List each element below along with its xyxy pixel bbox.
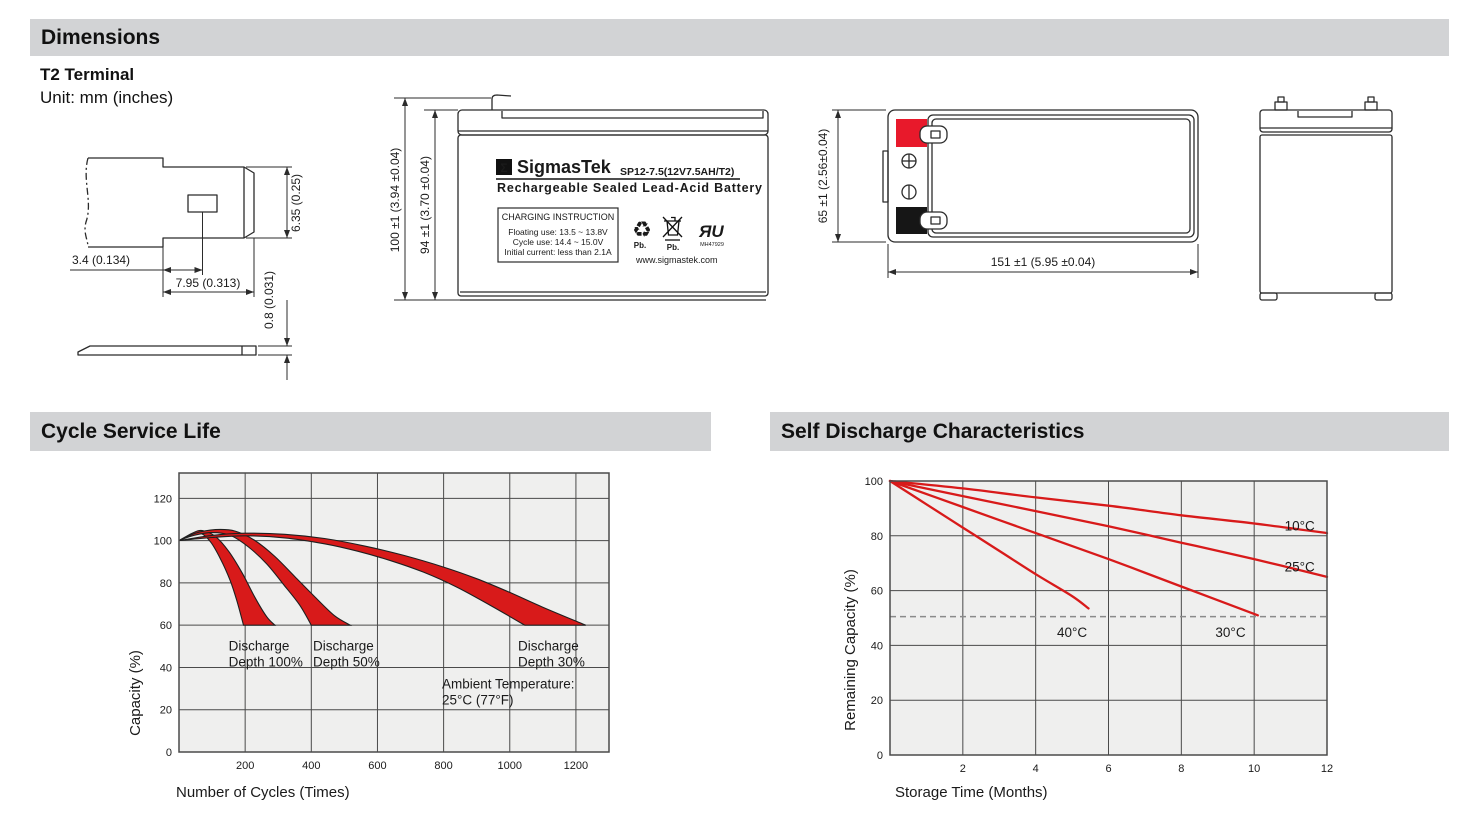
model-number: SP12-7.5(12V7.5AH/T2) [620,166,735,178]
annotation: 10°C [1284,518,1315,534]
website-text: www.sigmastek.com [636,255,718,265]
recycle-icon: ♻ [632,217,652,242]
section-title: Self Discharge Characteristics [781,419,1085,443]
charging-line-cycle: Cycle use: 14.4 ~ 15.0V [512,237,604,247]
dim-hole-offset-label: 3.4 (0.134) [72,253,131,267]
annotation: Discharge Depth 30% [518,638,585,670]
terminal-dim-arrows [163,167,290,363]
section-title: Dimensions [41,25,161,49]
terminal-detail-drawing [60,140,390,380]
brand-logo-glyph: Σ [500,161,508,175]
y-tick-label: 40 [159,662,172,675]
section-header-self-discharge [770,412,1449,451]
section-header-dimensions [30,19,1449,56]
x-tick-label: 1200 [563,760,589,772]
section-header-cycle-service-life [30,412,711,451]
terminal-outline [85,158,254,247]
x-tick-label: 6 [1105,763,1112,775]
front-body-outline [458,95,768,300]
top-dim-arrows [835,110,1198,275]
battery-end-view [1245,88,1415,310]
dim-total-height-label: 100 ±1 (3.94 ±0.04) [388,147,402,253]
front-dim-lines [394,98,491,300]
y-axis-title: Remaining Capacity (%) [842,569,859,731]
battery-front-view [390,88,780,310]
dim-tab-width-label: 7.95 (0.313) [175,276,241,290]
crossed-bin-icon [663,217,682,240]
y-tick-label: 60 [159,620,172,633]
y-tick-label: 80 [870,530,883,543]
end-body-outline [1260,97,1392,300]
annotation: 25°C [1284,559,1315,575]
y-axis-title: Capacity (%) [127,650,144,736]
terminal-subhead [40,64,173,110]
terminal-side-strip [78,346,256,355]
x-tick-label: 200 [235,760,255,772]
unit-note: Unit: mm (inches) [40,87,174,107]
y-tick-label: 120 [153,493,172,506]
cycle-service-life-chart [110,458,690,808]
x-tick-label: 400 [302,760,321,772]
y-tick-label: 100 [153,535,172,548]
self-discharge-chart [800,458,1420,808]
vent-screw-icons [902,154,916,199]
brand-name: SigmasTek [517,157,611,177]
charging-box-title: CHARGING INSTRUCTION [501,212,615,222]
recycle-pb-label: Pb. [633,241,647,250]
dim-body-height-label: 94 ±1 (3.70 ±0.04) [418,156,432,254]
dim-top-width-label: 151 ±1 (5.95 ±0.04) [990,255,1096,269]
x-tick-label: 2 [959,763,966,775]
y-tick-label: 20 [870,695,883,708]
y-tick-label: 20 [159,704,172,717]
battery-top-view [812,88,1222,288]
annotation: 30°C [1215,625,1246,641]
dim-tab-height-label: 6.35 (0.25) [289,173,303,233]
y-tick-label: 40 [870,640,883,653]
battery-type-text: Rechargeable Sealed Lead-Acid Battery [497,181,763,195]
terminal-type-label: T2 Terminal [40,65,135,84]
y-tick-label: 100 [864,476,883,488]
y-tick-label: 0 [165,747,172,759]
section-title: Cycle Service Life [41,419,221,443]
y-tick-label: 0 [876,750,883,762]
annotation: Ambient Temperature: 25°C (77°F) [441,676,575,708]
x-tick-label: 1000 [497,760,523,772]
x-tick-label: 4 [1032,763,1039,775]
top-dim-lines [832,110,1198,278]
annotation: 40°C [1056,625,1088,641]
x-axis-title: Storage Time (Months) [895,784,1048,801]
ul-recognized-icon: ЯU [699,222,724,241]
annotation: Discharge Depth 100% [228,638,303,670]
y-tick-label: 60 [870,585,883,598]
x-axis-title: Number of Cycles (Times) [176,784,350,801]
terminal-tabs [920,126,947,229]
y-tick-label: 80 [159,577,172,590]
dim-top-height-label: 65 ±1 (2.56±0.04) [816,128,830,224]
ul-file-number: MH47929 [700,242,724,248]
x-tick-label: 8 [1178,763,1185,775]
x-tick-label: 600 [368,760,387,772]
charging-line-initial: Initial current: less than 2.1A [504,247,612,257]
charging-line-floating: Floating use: 13.5 ~ 13.8V [508,227,608,237]
x-tick-label: 10 [1248,763,1261,775]
dim-thickness-label: 0.8 (0.031) [262,270,276,330]
bin-pb-label: Pb. [666,243,680,252]
x-tick-label: 800 [434,760,453,772]
terminal-dim-lines [70,167,292,380]
annotation: Discharge Depth 50% [312,638,380,670]
x-tick-label: 12 [1320,763,1334,775]
